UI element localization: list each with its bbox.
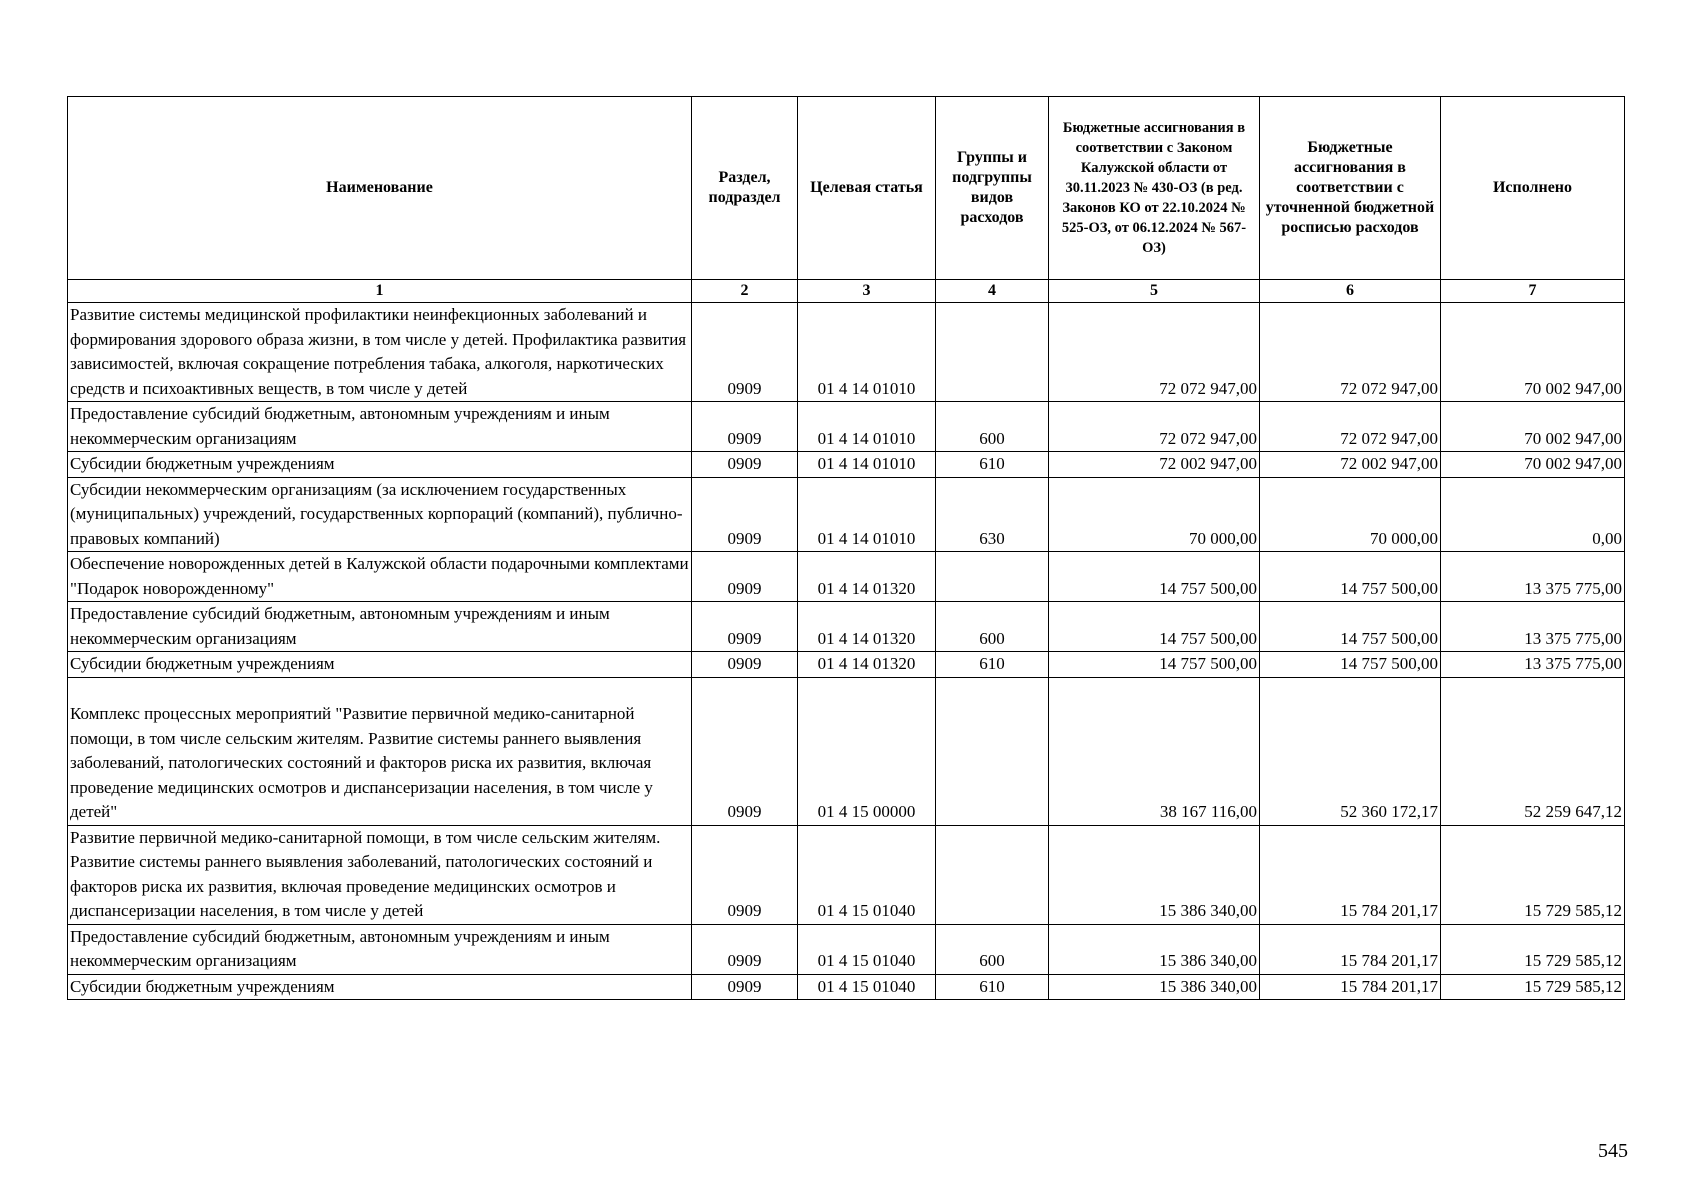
row-roster-amount: 72 072 947,00	[1260, 402, 1441, 452]
row-law-amount: 14 757 500,00	[1049, 652, 1260, 678]
row-roster-amount: 14 757 500,00	[1260, 602, 1441, 652]
row-name: Предоставление субсидий бюджетным, автономным учреждениям и иным некоммерческим организациям	[68, 402, 692, 452]
row-group	[936, 552, 1049, 602]
row-section: 0909	[692, 552, 798, 602]
row-law-amount: 15 386 340,00	[1049, 974, 1260, 1000]
table-row	[68, 602, 1625, 652]
row-executed-amount: 15 729 585,12	[1441, 924, 1625, 974]
table-row	[68, 303, 1625, 402]
table-row	[68, 677, 1625, 825]
row-roster-amount: 72 072 947,00	[1260, 303, 1441, 402]
row-article: 01 4 15 01040	[798, 825, 936, 924]
row-executed-amount: 15 729 585,12	[1441, 974, 1625, 1000]
row-name: Субсидии бюджетным учреждениям	[68, 452, 692, 478]
column-number: 3	[798, 280, 936, 303]
row-section: 0909	[692, 477, 798, 552]
row-section: 0909	[692, 924, 798, 974]
table-row	[68, 477, 1625, 552]
column-number: 6	[1260, 280, 1441, 303]
row-group: 600	[936, 924, 1049, 974]
row-group: 600	[936, 602, 1049, 652]
table-row	[68, 452, 1625, 478]
column-number: 4	[936, 280, 1049, 303]
row-section: 0909	[692, 402, 798, 452]
row-name: Предоставление субсидий бюджетным, автономным учреждениям и иным некоммерческим организациям	[68, 924, 692, 974]
row-section: 0909	[692, 652, 798, 678]
row-executed-amount: 13 375 775,00	[1441, 602, 1625, 652]
row-law-amount: 72 072 947,00	[1049, 303, 1260, 402]
header-group: Группы и подгруппы видов расходов	[936, 97, 1049, 280]
row-roster-amount: 14 757 500,00	[1260, 552, 1441, 602]
column-number: 1	[68, 280, 692, 303]
row-roster-amount: 14 757 500,00	[1260, 652, 1441, 678]
table-row	[68, 552, 1625, 602]
row-executed-amount: 13 375 775,00	[1441, 652, 1625, 678]
row-article: 01 4 15 01040	[798, 974, 936, 1000]
header-law-allocations: Бюджетные ассигнования в соответствии с Законом Калужской области от 30.11.2023 № 430-ОЗ (в ред. Законов КО от 22.10.2024 № 525-ОЗ, от 06.12.2024 № 567-ОЗ)	[1049, 97, 1260, 280]
row-law-amount: 14 757 500,00	[1049, 602, 1260, 652]
row-name: Субсидии бюджетным учреждениям	[68, 652, 692, 678]
row-article: 01 4 14 01320	[798, 652, 936, 678]
row-article: 01 4 15 00000	[798, 677, 936, 825]
row-law-amount: 38 167 116,00	[1049, 677, 1260, 825]
column-number: 5	[1049, 280, 1260, 303]
page-number: 545	[1598, 1140, 1628, 1162]
row-section: 0909	[692, 677, 798, 825]
row-roster-amount: 52 360 172,17	[1260, 677, 1441, 825]
row-article: 01 4 14 01010	[798, 402, 936, 452]
table-row	[68, 402, 1625, 452]
row-executed-amount: 70 002 947,00	[1441, 303, 1625, 402]
row-name: Субсидии бюджетным учреждениям	[68, 974, 692, 1000]
row-roster-amount: 72 002 947,00	[1260, 452, 1441, 478]
row-name: Развитие первичной медико-санитарной помощи, в том числе сельским жителям. Развитие системы раннего выявления заболеваний, патологических состояний и факторов риска их развития, включая проведение медицинских осмотров и диспансеризации населения, в том числе у детей	[68, 825, 692, 924]
table-row	[68, 825, 1625, 924]
row-article: 01 4 14 01320	[798, 602, 936, 652]
row-roster-amount: 15 784 201,17	[1260, 924, 1441, 974]
row-name: Комплекс процессных мероприятий "Развитие первичной медико-санитарной помощи, в том числе сельским жителям. Развитие системы раннего выявления заболеваний, патологических состояний и факторов риска их развития, включая проведение медицинских осмотров и диспансеризации населения, в том числе у детей"	[68, 677, 692, 825]
row-group: 630	[936, 477, 1049, 552]
row-executed-amount: 52 259 647,12	[1441, 677, 1625, 825]
row-section: 0909	[692, 452, 798, 478]
row-article: 01 4 14 01010	[798, 452, 936, 478]
table-row	[68, 974, 1625, 1000]
row-name: Обеспечение новорожденных детей в Калужской области подарочными комплектами "Подарок новорожденному"	[68, 552, 692, 602]
row-section: 0909	[692, 303, 798, 402]
row-law-amount: 15 386 340,00	[1049, 924, 1260, 974]
row-law-amount: 72 002 947,00	[1049, 452, 1260, 478]
row-group: 610	[936, 452, 1049, 478]
budget-table	[67, 96, 1625, 1000]
row-group	[936, 303, 1049, 402]
row-group	[936, 677, 1049, 825]
row-article: 01 4 14 01320	[798, 552, 936, 602]
row-law-amount: 14 757 500,00	[1049, 552, 1260, 602]
row-section: 0909	[692, 974, 798, 1000]
column-number: 2	[692, 280, 798, 303]
row-executed-amount: 70 002 947,00	[1441, 452, 1625, 478]
header-roster-allocations: Бюджетные ассигнования в соответствии с уточненной бюджетной росписью расходов	[1260, 97, 1441, 280]
row-article: 01 4 14 01010	[798, 303, 936, 402]
row-article: 01 4 14 01010	[798, 477, 936, 552]
row-law-amount: 70 000,00	[1049, 477, 1260, 552]
row-executed-amount: 0,00	[1441, 477, 1625, 552]
row-group: 610	[936, 652, 1049, 678]
header-name: Наименование	[68, 97, 692, 280]
table-body	[68, 303, 1625, 1000]
row-executed-amount: 70 002 947,00	[1441, 402, 1625, 452]
row-section: 0909	[692, 825, 798, 924]
row-article: 01 4 15 01040	[798, 924, 936, 974]
header-section: Раздел, подраздел	[692, 97, 798, 280]
column-number-row	[68, 280, 1625, 303]
row-name: Развитие системы медицинской профилактики неинфекционных заболеваний и формирования здорового образа жизни, в том числе у детей. Профилактика развития зависимостей, включая сокращение потребления табака, алкоголя, наркотических средств и психоактивных веществ, в том числе у детей	[68, 303, 692, 402]
row-group: 600	[936, 402, 1049, 452]
column-number: 7	[1441, 280, 1625, 303]
row-law-amount: 15 386 340,00	[1049, 825, 1260, 924]
row-name: Предоставление субсидий бюджетным, автономным учреждениям и иным некоммерческим организациям	[68, 602, 692, 652]
row-roster-amount: 15 784 201,17	[1260, 825, 1441, 924]
row-executed-amount: 13 375 775,00	[1441, 552, 1625, 602]
row-roster-amount: 70 000,00	[1260, 477, 1441, 552]
row-name: Субсидии некоммерческим организациям (за исключением государственных (муниципальных) учреждений, государственных корпораций (компаний), публично-правовых компаний)	[68, 477, 692, 552]
row-group	[936, 825, 1049, 924]
table-row	[68, 652, 1625, 678]
row-group: 610	[936, 974, 1049, 1000]
header-executed: Исполнено	[1441, 97, 1625, 280]
row-roster-amount: 15 784 201,17	[1260, 974, 1441, 1000]
row-law-amount: 72 072 947,00	[1049, 402, 1260, 452]
row-executed-amount: 15 729 585,12	[1441, 825, 1625, 924]
header-row	[68, 97, 1625, 280]
table-row	[68, 924, 1625, 974]
header-article: Целевая статья	[798, 97, 936, 280]
row-section: 0909	[692, 602, 798, 652]
